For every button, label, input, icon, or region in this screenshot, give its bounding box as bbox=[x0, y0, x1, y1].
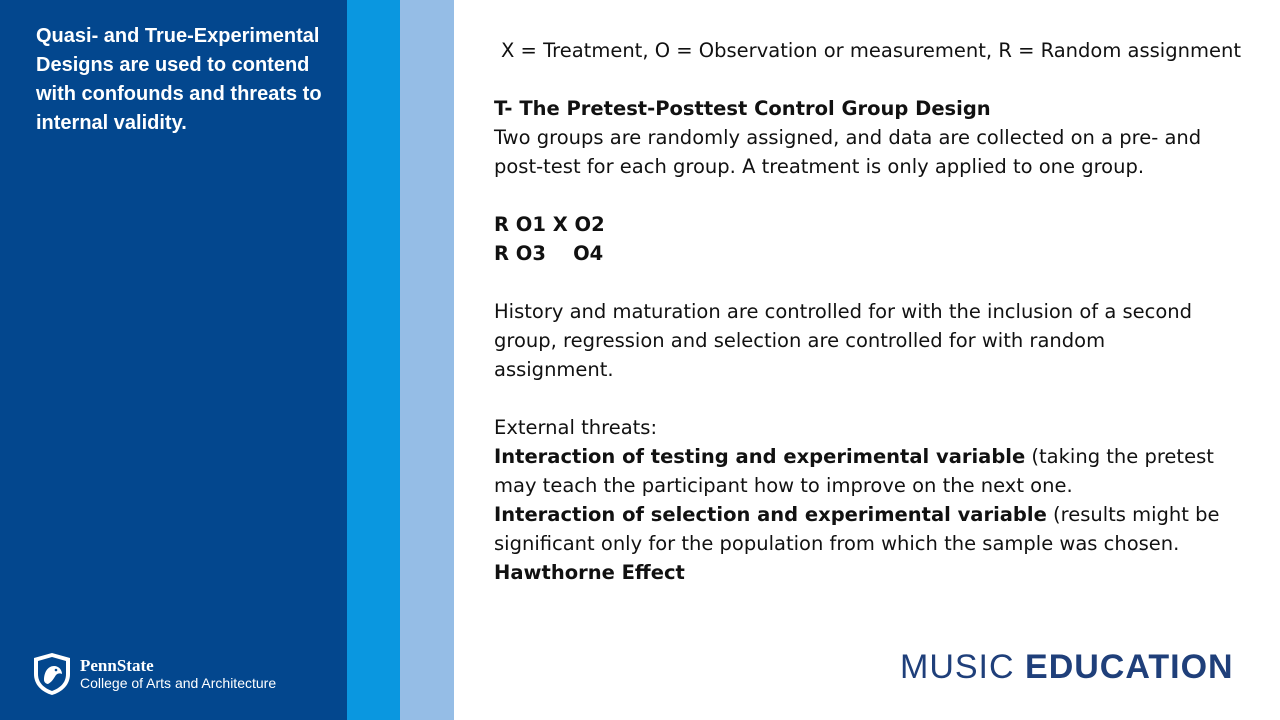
description-line: post-test for each group. A treatment is only applied to one group. bbox=[494, 155, 1145, 178]
controls-line: History and maturation are controlled for with the inclusion of a second bbox=[494, 300, 1193, 323]
controls-line: group, regression and selection are controlled for with random bbox=[494, 329, 1106, 352]
wordmark-education: EDUCATION bbox=[1025, 648, 1234, 686]
notation-row: R O1 X O2 bbox=[494, 213, 605, 236]
threat-detail-line: may teach the participant how to improve on the next one. bbox=[494, 474, 1073, 497]
threat-detail: (results might be bbox=[1046, 503, 1220, 526]
threat-name: Interaction of selection and experimental variable bbox=[494, 503, 1047, 526]
threat-name: Interaction of testing and experimental variable bbox=[494, 445, 1026, 468]
logo-college: College of Arts and Architecture bbox=[80, 675, 277, 691]
threat-item bbox=[494, 500, 1254, 529]
accent-stripe-light bbox=[400, 0, 454, 720]
sidebar-heading: Quasi- and True-Experimental Designs are used to contend with confounds and threats to internal validity. bbox=[36, 25, 322, 134]
pennstate-logo bbox=[32, 652, 276, 696]
wordmark-music: MUSIC bbox=[900, 648, 1015, 686]
music-education-wordmark bbox=[900, 648, 1234, 687]
nittany-lion-shield-icon bbox=[32, 652, 72, 696]
slide-content bbox=[494, 36, 1254, 587]
controls-line: assignment. bbox=[494, 358, 614, 381]
notation-row: R O3 O4 bbox=[494, 242, 604, 265]
accent-stripe-blue bbox=[347, 0, 400, 720]
logo-brand: PennState bbox=[80, 656, 154, 675]
threat-detail-line: significant only for the population from which the sample was chosen. bbox=[494, 532, 1180, 555]
threat-item bbox=[494, 442, 1254, 471]
design-title: T- The Pretest-Posttest Control Group Design bbox=[494, 97, 991, 120]
threat-name: Hawthorne Effect bbox=[494, 561, 685, 584]
external-threats-label: External threats: bbox=[494, 416, 658, 439]
notation-legend: X = Treatment, O = Observation or measurement, R = Random assignment bbox=[501, 39, 1241, 62]
description-line: Two groups are randomly assigned, and data are collected on a pre- and bbox=[494, 126, 1202, 149]
threat-detail: (taking the pretest bbox=[1025, 445, 1214, 468]
